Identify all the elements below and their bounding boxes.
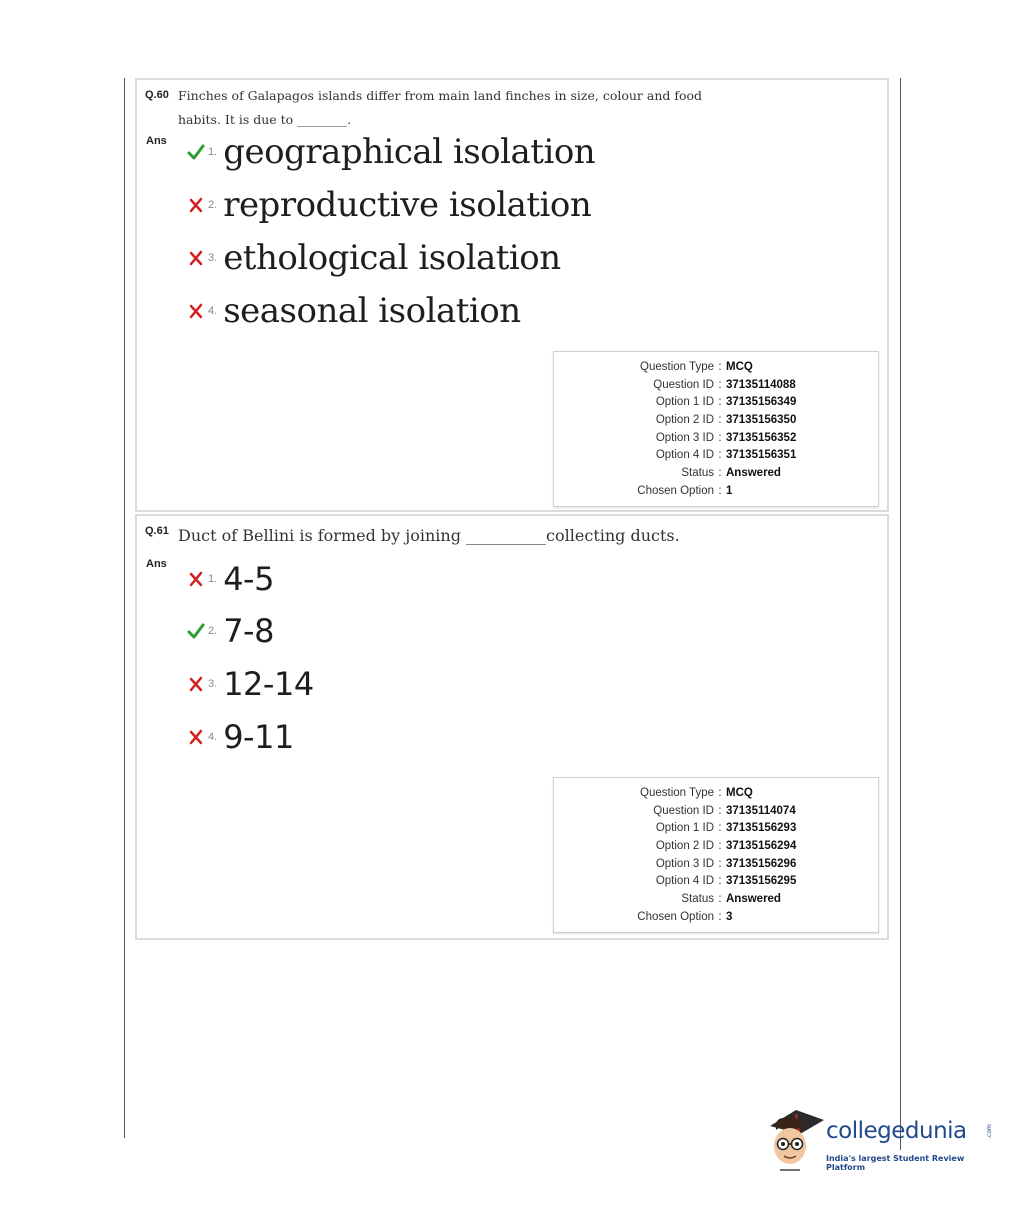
detail-separator: : xyxy=(718,378,722,391)
detail-value: 37135156295 xyxy=(726,875,797,888)
cross-icon xyxy=(187,249,205,267)
detail-row xyxy=(554,890,878,908)
question-details-panel xyxy=(553,351,879,507)
logo-wordmark: collegedunia xyxy=(826,1118,967,1144)
detail-separator: : xyxy=(718,857,722,870)
detail-value: 37135156350 xyxy=(726,413,797,426)
option-number: 3. xyxy=(208,252,218,264)
check-icon xyxy=(187,143,205,161)
answer-label: Ans xyxy=(146,558,167,570)
collegedunia-logo xyxy=(766,1104,996,1176)
logo-tagline: India's largest Student Review Platform xyxy=(826,1154,965,1172)
detail-key: Option 4 ID xyxy=(655,449,714,462)
detail-value: 1 xyxy=(726,484,733,497)
detail-key: Chosen Option xyxy=(637,910,714,923)
detail-separator: : xyxy=(718,786,722,799)
mascot-icon xyxy=(766,1104,824,1176)
detail-row xyxy=(554,464,878,482)
detail-key: Status xyxy=(681,466,714,479)
detail-row xyxy=(554,482,878,500)
detail-separator: : xyxy=(718,875,722,888)
detail-value: 37135156296 xyxy=(726,857,797,870)
option-text: ethological isolation xyxy=(223,238,561,278)
detail-separator: : xyxy=(718,449,722,462)
detail-value: MCQ xyxy=(726,786,753,799)
answer-option xyxy=(187,185,591,225)
detail-key: Question Type xyxy=(640,360,714,373)
detail-row xyxy=(554,376,878,394)
detail-key: Chosen Option xyxy=(637,484,714,497)
option-number: 4. xyxy=(208,305,218,317)
question-number: Q.60 xyxy=(145,89,169,101)
detail-row xyxy=(554,819,878,837)
cross-icon xyxy=(187,570,205,588)
logo-suffix: .com xyxy=(985,1124,993,1139)
detail-value: Answered xyxy=(726,466,781,479)
answer-option xyxy=(187,717,294,757)
detail-value: 37135156293 xyxy=(726,822,797,835)
detail-key: Option 1 ID xyxy=(655,822,714,835)
detail-row xyxy=(554,837,878,855)
detail-key: Option 4 ID xyxy=(655,875,714,888)
question-text: Finches of Galapagos islands differ from main land finches in size, colour and food xyxy=(178,88,703,103)
question-text-continued: habits. It is due to ________. xyxy=(178,112,352,127)
detail-row xyxy=(554,446,878,464)
option-text: 7-8 xyxy=(223,612,274,650)
answer-option xyxy=(187,132,595,172)
detail-separator: : xyxy=(718,892,722,905)
option-number: 2. xyxy=(208,199,218,211)
option-text: seasonal isolation xyxy=(223,291,521,331)
detail-value: 37135114088 xyxy=(726,378,796,391)
detail-separator: : xyxy=(718,804,722,817)
answer-option xyxy=(187,664,314,704)
detail-separator: : xyxy=(718,484,722,497)
detail-value: Answered xyxy=(726,892,781,905)
option-number: 3. xyxy=(208,678,218,690)
question-number: Q.61 xyxy=(145,525,169,537)
option-text: reproductive isolation xyxy=(223,185,592,225)
detail-row xyxy=(554,855,878,873)
cross-icon xyxy=(187,675,205,693)
detail-value: 3 xyxy=(726,910,733,923)
detail-separator: : xyxy=(718,396,722,409)
option-text: 4-5 xyxy=(223,560,274,598)
answer-option xyxy=(187,611,274,651)
check-icon xyxy=(187,622,205,640)
detail-key: Question ID xyxy=(653,804,714,817)
detail-row xyxy=(554,411,878,429)
question-details-panel xyxy=(553,777,879,933)
detail-separator: : xyxy=(718,822,722,835)
detail-separator: : xyxy=(718,413,722,426)
detail-row xyxy=(554,872,878,890)
right-page-rule xyxy=(900,78,901,1150)
detail-key: Option 3 ID xyxy=(655,857,714,870)
answer-option xyxy=(187,238,561,278)
detail-row xyxy=(554,358,878,376)
answer-option xyxy=(187,559,274,599)
option-text: geographical isolation xyxy=(223,132,596,172)
cross-icon xyxy=(187,196,205,214)
detail-separator: : xyxy=(718,360,722,373)
option-text: 12-14 xyxy=(223,665,314,703)
option-number: 1. xyxy=(208,146,218,158)
detail-key: Question ID xyxy=(653,378,714,391)
option-number: 2. xyxy=(208,625,218,637)
detail-row xyxy=(554,393,878,411)
option-text: 9-11 xyxy=(223,718,294,756)
detail-key: Option 2 ID xyxy=(655,413,714,426)
detail-key: Option 1 ID xyxy=(655,396,714,409)
question-text: Duct of Bellini is formed by joining __________collecting ducts. xyxy=(178,526,680,545)
answer-label: Ans xyxy=(146,135,167,147)
answer-option xyxy=(187,291,521,331)
detail-row xyxy=(554,784,878,802)
detail-key: Status xyxy=(681,892,714,905)
question-card xyxy=(135,78,889,512)
option-number: 1. xyxy=(208,573,218,585)
option-number: 4. xyxy=(208,731,218,743)
detail-separator: : xyxy=(718,431,722,444)
cross-icon xyxy=(187,728,205,746)
detail-row xyxy=(554,429,878,447)
detail-value: 37135156294 xyxy=(726,839,797,852)
detail-key: Question Type xyxy=(640,786,714,799)
detail-value: 37135114074 xyxy=(726,804,796,817)
detail-row xyxy=(554,908,878,926)
detail-value: 37135156352 xyxy=(726,431,797,444)
detail-separator: : xyxy=(718,839,722,852)
left-page-rule xyxy=(124,78,125,1138)
detail-value: 37135156349 xyxy=(726,396,797,409)
detail-key: Option 3 ID xyxy=(655,431,714,444)
detail-separator: : xyxy=(718,466,722,479)
detail-separator: : xyxy=(718,910,722,923)
cross-icon xyxy=(187,302,205,320)
question-card xyxy=(135,514,889,940)
detail-row xyxy=(554,802,878,820)
detail-value: 37135156351 xyxy=(726,449,797,462)
detail-key: Option 2 ID xyxy=(655,839,714,852)
detail-value: MCQ xyxy=(726,360,753,373)
